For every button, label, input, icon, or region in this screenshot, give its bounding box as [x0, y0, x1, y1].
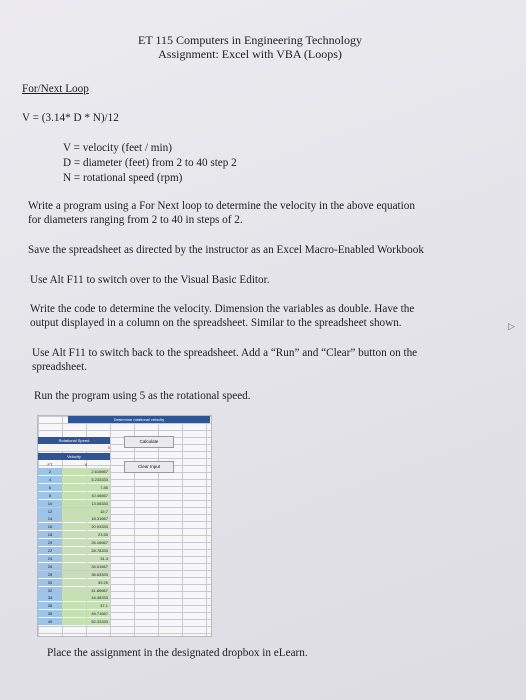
diameter-cell: 24 — [38, 555, 62, 562]
velocity-cell: 15.7 — [62, 508, 110, 515]
table-row — [38, 594, 110, 601]
instruction-6: Run the program using 5 as the rotational speed. — [34, 390, 251, 402]
velocity-cell: 49.71667 — [62, 610, 110, 617]
table-row — [38, 515, 110, 522]
diameter-cell: 38 — [38, 610, 62, 617]
diameter-cell: 8 — [38, 492, 62, 499]
diameter-cell: 20 — [38, 539, 62, 546]
velocity-label: Velocity — [38, 453, 110, 460]
instruction-5-line2: spreadsheet. — [32, 361, 87, 373]
diameter-cell: 18 — [38, 531, 62, 538]
velocity-cell: 13.08333 — [62, 500, 110, 507]
table-row — [38, 579, 110, 586]
spreadsheet-example — [37, 415, 212, 637]
table-row — [38, 539, 110, 546]
diameter-cell: 28 — [38, 571, 62, 578]
table-row — [38, 523, 110, 530]
column-header-velocity: V — [84, 462, 88, 467]
diameter-cell: 16 — [38, 523, 62, 530]
diameter-cell: 6 — [38, 484, 62, 491]
velocity-cell: 5.233333 — [62, 476, 110, 483]
diameter-cell: 32 — [38, 587, 62, 594]
velocity-cell: 39.25 — [62, 579, 110, 586]
velocity-cell: 34.01667 — [62, 563, 110, 570]
diameter-cell: 36 — [38, 602, 62, 609]
table-row — [38, 476, 110, 483]
velocity-cell: 10.46667 — [62, 492, 110, 499]
clear-input-button[interactable]: Clear Input — [124, 461, 174, 473]
velocity-cell: 18.31667 — [62, 515, 110, 522]
table-row — [38, 618, 110, 625]
calculate-button[interactable]: Calculate — [124, 436, 174, 448]
diameter-cell: 26 — [38, 563, 62, 570]
instruction-1-line2: for diameters ranging from 2 to 40 in steps of 2. — [28, 214, 243, 226]
table-row — [38, 547, 110, 554]
table-row — [38, 563, 110, 570]
velocity-cell: 26.16667 — [62, 539, 110, 546]
velocity-cell: 31.4 — [62, 555, 110, 562]
diameter-cell: 22 — [38, 547, 62, 554]
diameter-cell: 2 — [38, 468, 62, 475]
table-row — [38, 602, 110, 609]
diameter-cell: 12 — [38, 508, 62, 515]
instruction-7: Place the assignment in the designated dropbox in eLearn. — [47, 647, 308, 659]
table-row — [38, 610, 110, 617]
diameter-cell: 14 — [38, 515, 62, 522]
instruction-3: Use Alt F11 to switch over to the Visual Basic Editor. — [30, 274, 270, 286]
instruction-2: Save the spreadsheet as directed by the instructor as an Excel Macro-Enabled Workbook — [28, 244, 424, 256]
velocity-cell: 52.33333 — [62, 618, 110, 625]
diameter-cell: 10 — [38, 500, 62, 507]
section-title: For/Next Loop — [22, 83, 89, 95]
rotational-speed-label: Rotational Speed — [38, 437, 110, 444]
definition-v: V = velocity (feet / min) — [63, 142, 172, 154]
table-row — [38, 468, 110, 475]
velocity-cell: 36.63333 — [62, 571, 110, 578]
diameter-cell: 4 — [38, 476, 62, 483]
definition-n: N = rotational speed (rpm) — [63, 172, 183, 184]
diameter-cell: 40 — [38, 618, 62, 625]
velocity-cell: 2.616667 — [62, 468, 110, 475]
instruction-1-line1: Write a program using a For Next loop to determine the velocity in the above equation — [28, 200, 415, 212]
velocity-cell: 20.93333 — [62, 523, 110, 530]
instruction-4-line1: Write the code to determine the velocity. Dimension the variables as double. Have the — [30, 303, 415, 315]
table-row — [38, 555, 110, 562]
velocity-cell: 23.55 — [62, 531, 110, 538]
formula: V = (3.14* D * N)/12 — [22, 112, 119, 124]
velocity-cell: 28.78333 — [62, 547, 110, 554]
course-title: ET 115 Computers in Engineering Technology — [138, 33, 362, 47]
definition-d: D = diameter (feet) from 2 to 40 step 2 — [63, 157, 237, 169]
mouse-cursor-icon: ▷ — [508, 322, 515, 332]
velocity-cell: 44.48333 — [62, 594, 110, 601]
column-header-diameter: FT — [47, 462, 53, 467]
table-row — [38, 500, 110, 507]
rotational-speed-value: 5 — [38, 444, 110, 451]
diameter-cell: 30 — [38, 579, 62, 586]
velocity-cell: 7.85 — [62, 484, 110, 491]
velocity-cell: 41.86667 — [62, 587, 110, 594]
diameter-cell: 34 — [38, 594, 62, 601]
sheet-title-banner: Determine rotational velocity — [68, 416, 210, 423]
instruction-5-line1: Use Alt F11 to switch back to the spreadsheet. Add a “Run” and “Clear” button on the — [32, 347, 418, 359]
table-row — [38, 484, 110, 491]
assignment-title: Assignment: Excel with VBA (Loops) — [158, 47, 342, 61]
velocity-cell: 47.1 — [62, 602, 110, 609]
table-row — [38, 587, 110, 594]
table-row — [38, 508, 110, 515]
instruction-4-line2: output displayed in a column on the spreadsheet. Similar to the spreadsheet shown. — [30, 317, 402, 329]
table-row — [38, 492, 110, 499]
table-row — [38, 531, 110, 538]
table-row — [38, 571, 110, 578]
